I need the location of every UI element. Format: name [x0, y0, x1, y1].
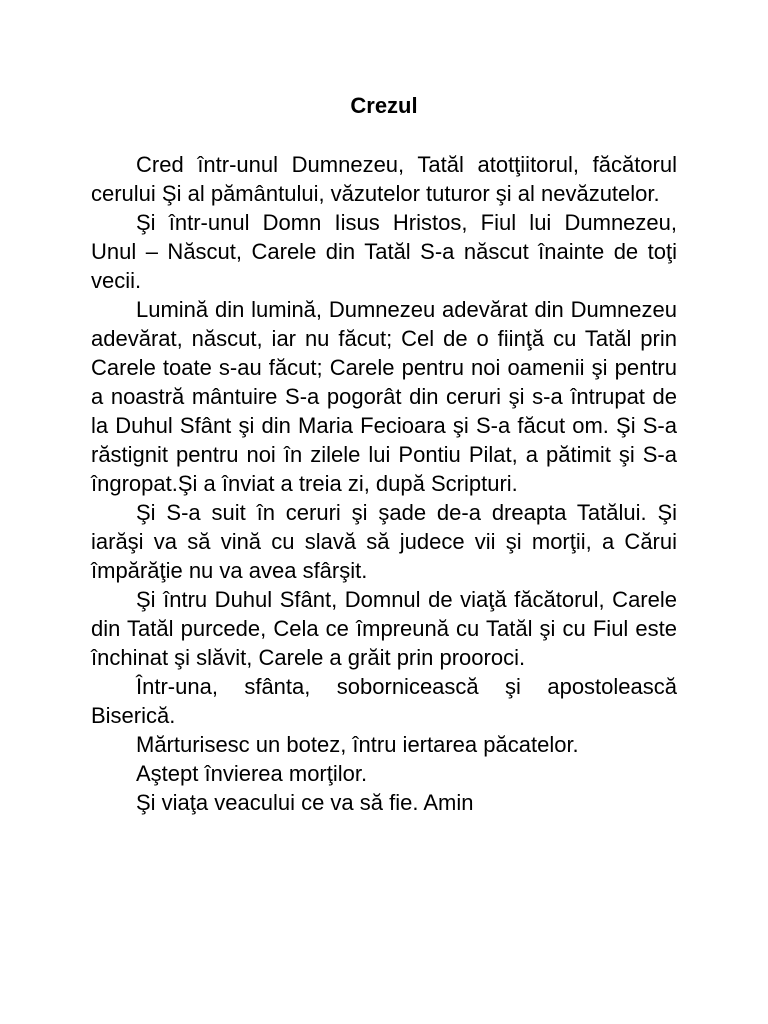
paragraph-7: Mărturisesc un botez, întru iertarea păcatelor.	[136, 732, 579, 757]
document-body	[91, 150, 677, 817]
paragraph-1: Cred într-unul Dumnezeu, Tatăl atotţiitorul, făcătorul cerului Şi al pământului, văzutelor tuturor şi al nevăzutelor.	[91, 152, 677, 206]
paragraph-3: Lumină din lumină, Dumnezeu adevărat din Dumnezeu adevărat, născut, iar nu făcut; Cel de o fiinţă cu Tatăl prin Carele toate s-au făcut; Carele pentru noi oamenii şi pentru a noastră mântuire S-a pogorât din ceruri şi s-a întrupat de la Duhul Sfânt şi din Maria Fecioara şi S-a făcut om. Şi S-a răstignit pentru noi în zilele lui Pontiu Pilat, a pătimit şi S-a îngropat.Şi a înviat a treia zi, după Scripturi.	[91, 297, 677, 496]
paragraph-5: Şi întru Duhul Sfânt, Domnul de viaţă făcătorul, Carele din Tatăl purcede, Cela ce împreună cu Tatăl şi cu Fiul este închinat şi slăvit, Carele a grăit prin prooroci.	[91, 587, 677, 670]
paragraph-4: Şi S-a suit în ceruri şi şade de-a dreapta Tatălui. Şi iarăşi va să vină cu slavă să judece vii şi morţii, a Cărui împărăţie nu va avea sfârşit.	[91, 500, 677, 583]
paragraph-6: Într-una, sfânta, sobornicească şi apostolească Biserică.	[91, 674, 677, 728]
paragraph-2: Şi într-unul Domn Iisus Hristos, Fiul lui Dumnezeu, Unul – Născut, Carele din Tatăl S-a născut înainte de toţi vecii.	[91, 210, 677, 293]
paragraph-8: Aştept învierea morţilor.	[136, 761, 368, 786]
document-title: Crezul	[350, 93, 418, 118]
paragraph-9: Şi viaţa veacului ce va să fie. Amin	[136, 790, 474, 815]
